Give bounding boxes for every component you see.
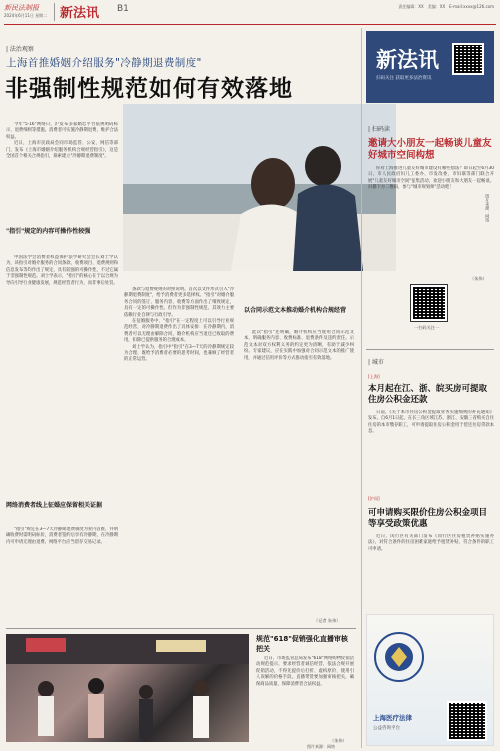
lead-column-1-intro (6, 122, 118, 222)
second-photo-credit: 图片来源：网络 (307, 744, 335, 749)
couple-illustration (123, 104, 396, 271)
promo-banner (366, 31, 494, 103)
lead-headline: 非强制性规范如何有效落地 (5, 75, 293, 102)
child-city-paragraph: 你对上海推进儿童友好城市建设有哪些想法？即日起至6月30日，市人民政府妇儿工委办、市发改委、市妇联等部门联合开展"儿童友好城市空间"征集活动，欢迎小朋友和大朋友一起畅谈。扫描下方二维码，参与"城市规划师"活动吧！ (368, 166, 494, 191)
promo-subtitle: 扫码关注 获取更多法治资讯 (376, 76, 432, 81)
advertisement (366, 614, 494, 746)
news-2-headline: 可申请购买限价住房公积金项目等享受政策优惠 (368, 508, 488, 529)
intro-paragraph-2: 近日，上海市民政局会同市场监管、公安、网信等部门，发布《上海市婚姻介绍服务机构合规经营指引》，这是全国首个相关合规指引，探索建立"冷静期退费制度"。 (6, 141, 118, 160)
news-1-headline: 本月起在江、浙、皖买房可提取住房公积金还款 (368, 384, 488, 405)
ad-name: 上海医疗法律 (373, 714, 412, 722)
sidebar-headline-child-city: 邀请大小朋友一起畅谈儿童友好城市空间构想 (368, 138, 492, 161)
lead-column-1-body-2 (6, 527, 118, 625)
sidebar-tag-city: | 城市 (368, 359, 384, 366)
news-1-tag: [上海] (368, 374, 380, 379)
sidebar-divider (361, 28, 362, 748)
col2-paragraph-2: 在征婚服务中，"指引"在一定程度上可以引导行业规范经营，对冷静期退费作出了具体安排：在冷静期内，消费者可以无理由解除合同，婚介机构应当退还已收取的费用，扣除已提供服务的合理成本。 (124, 319, 234, 344)
page-number: B1 (117, 4, 129, 14)
section-heading-contract: 以合同示范文本推动婚介机构合规经营 (244, 307, 347, 314)
ad-slogan: 公益咨询平台 (373, 726, 400, 731)
lead-bottom-rule (6, 628, 356, 629)
section-heading-operability: "指引"规定的内容可操作性较强 (6, 228, 91, 235)
child-city-qr-code[interactable] (411, 285, 447, 321)
intro-paragraph: 今年"5·16"网络日，沪发布多家婚恋平台依规明码标示、退费细则等措施。消费者可实施冷静期退费，维护合法权益。 (6, 122, 118, 140)
news-1-body (368, 410, 494, 490)
body-paragraph: 中国法学会消费者权益保护法学研究会会长刘士学认为，该指引对婚介服务的合同条款、收费项目、退费规则和信息发布等均作出了规定，具有较强的可操作性，不过它属于非强制性规范。刘士学表示，"指引"的核心在于以合规为导向引导行业健康发展，规范经营者行为，而非事后处罚。 (6, 255, 118, 286)
emblem-icon (373, 631, 425, 683)
news-1-paragraph: 日前，《关于本市住房公积金提取业务实施细则的补充通知》发布。自6月1日起，在长三角区域江苏、浙江、安徽三省购买自住住房的本市缴存职工，可申请提取住房公积金用于偿还住房贷款本息。 (368, 410, 494, 435)
second-article-byline: （朱伟） (330, 738, 347, 743)
col2-paragraph-3: 刘士学认为，指引中"指引"在3—7天的冷静期规定较为合理，既给予消费者必要的思考时间，也兼顾了经营者的正常运营。 (124, 344, 234, 363)
ad-qr-code[interactable] (447, 701, 487, 741)
sidebar-rule (366, 349, 494, 350)
issue-date: 2024年6月11日 星期二 (4, 13, 48, 18)
col2-paragraph-1: 条款与退费规则的对照说明。首次以文件形式引入"冷静期退费制度"，给予消费者更多选择权。"指引"对婚介服务合同的签订、服务内容、收费等方面作出了细致规定，具有一定的可操作性。但作为非强制性规范，其效力主要依赖行业自律与行政引导。 (124, 287, 234, 318)
lead-column-1-heading2-block (6, 497, 118, 511)
sidebar-tag-scan: | 扫码读 (368, 126, 390, 133)
lead-column-1-body (6, 255, 118, 490)
second-article-body (256, 656, 354, 738)
photo-credit: 图片来源：网络 (485, 194, 491, 222)
col3-paragraph: 此次"指引"还明确，婚介机构应当使用合同示范文本，明确服务内容、收费标准、退费条件及违约责任。示范文本对双方权利义务的约定更为清晰，有助于减少纠纷。专家建议，应在实践中加强对合同示范文本的推广使用，并通过信用评价等方式推动指引有效落地。 (244, 330, 354, 361)
second-article-headline: 规范"618"促销强化直播审核把关 (256, 635, 348, 653)
second-article-paragraph: 近日，市场监管总局发布"618"网络购物促销活动规范提示，要求经营者诚信经营，依法合规开展促销活动，不得先提价后打折、虚构原价、使用引人误解的价格手段。直播带货要加强审核把关，确保商品质量，保障消费者合法权益。 (256, 656, 354, 687)
section-name: 新法讯 (60, 6, 100, 21)
shopping-crowd-photo (6, 634, 249, 742)
editor-info: 责任编辑：XX 美编：XX E-mail:xxxx@126.com (398, 4, 494, 9)
lead-section-tag: | 法治观察 (6, 46, 34, 53)
crowd-illustration (6, 634, 249, 742)
masthead-divider (54, 3, 55, 21)
sidebar-byline: （朱伟） (470, 276, 487, 281)
sidebar-child-city-body (368, 166, 494, 280)
lead-subtitle: 上海首推婚姻介绍服务"冷静期退费制度" (6, 57, 202, 69)
lead-column-2 (124, 287, 234, 622)
masthead-rule (4, 24, 496, 25)
promo-qr-code[interactable] (452, 43, 484, 75)
news-2-tag: [沪闵] (368, 496, 380, 501)
couple-photo (123, 104, 396, 271)
section-heading-evidence: 网络消费者线上征婚应保留相关证据 (6, 502, 103, 509)
lead-column-3 (244, 330, 354, 618)
lead-column-1-heading-block (6, 223, 118, 237)
body-paragraph-2: "指引"规定在3—7天冷静期退费制度为业内首推，并明确收费时需明码标价，消费者签约后享有冷静期，在冷静期内可申请无理由退费。网络平台应当留存交易记录。 (6, 527, 118, 545)
promo-logo: 新法讯 (376, 47, 439, 72)
lead-byline: （记者 朱伟） (314, 618, 341, 623)
news-2-paragraph: 近日，闵行区有关部门发布《闵行区住房租赁补贴实施办法》，对符合条件的住房困难家庭给予租赁补贴，符合条件的职工可申请。 (368, 534, 494, 552)
lead-column-3-heading-block (244, 302, 354, 316)
qr-caption: 一扫码关注一 (414, 325, 440, 330)
newspaper-logo: 新民法制报 (4, 4, 39, 12)
news-2-body (368, 534, 494, 604)
